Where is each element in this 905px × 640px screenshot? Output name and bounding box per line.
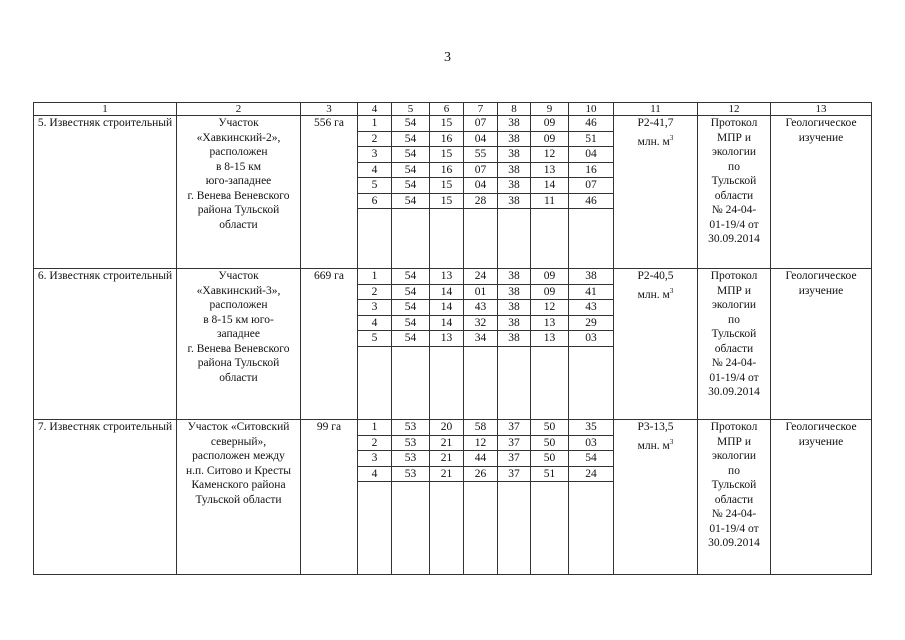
protocol-line: по: [728, 464, 740, 477]
column-header: 9: [531, 103, 569, 116]
coordinate-cell: 38: [498, 116, 531, 132]
coordinate-cell: 54: [392, 147, 430, 163]
coordinate-cell: 16: [430, 162, 464, 178]
coordinate-filler: [569, 209, 614, 269]
coordinate-filler: [464, 346, 498, 420]
deposit-protocol: [698, 269, 771, 420]
coordinate-cell: 4: [358, 315, 392, 331]
column-header: 2: [177, 103, 301, 116]
description-line: области: [219, 371, 258, 384]
deposit-protocol: [698, 420, 771, 575]
coordinate-cell: 1: [358, 116, 392, 132]
coordinate-cell: 50: [531, 435, 569, 451]
protocol-line: экологии: [711, 299, 757, 311]
coordinate-cell: 09: [531, 284, 569, 300]
coordinate-cell: 38: [498, 315, 531, 331]
coordinate-cell: 07: [569, 178, 614, 194]
coordinate-cell: 15: [430, 147, 464, 163]
deposit-description: [177, 420, 301, 575]
coordinate-cell: 32: [464, 315, 498, 331]
coordinate-cell: 12: [464, 435, 498, 451]
column-header: 13: [771, 103, 872, 116]
resources-unit-superscript: 3: [669, 133, 674, 142]
coordinate-cell: 54: [392, 131, 430, 147]
coordinate-cell: 24: [569, 466, 614, 482]
coordinate-cell: 1: [358, 269, 392, 285]
coordinate-cell: 4: [358, 162, 392, 178]
deposit-purpose: Геологическое изучение: [771, 420, 872, 575]
column-header: 10: [569, 103, 614, 116]
coordinate-cell: 13: [430, 269, 464, 285]
coordinate-cell: 03: [569, 435, 614, 451]
deposit-name: 7. Известняк строительный: [34, 420, 177, 575]
protocol-line: 01-19/4 от: [709, 371, 759, 384]
description-line: расположен: [209, 299, 268, 311]
deposit-area: 556 га: [301, 116, 358, 269]
resources-unit-text: млн. м: [637, 288, 670, 301]
coordinate-cell: 46: [569, 116, 614, 132]
coordinate-cell: 38: [498, 269, 531, 285]
coordinate-cell: 26: [464, 466, 498, 482]
protocol-line: Протокол: [710, 421, 758, 433]
coordinate-cell: 38: [498, 331, 531, 347]
protocol-line: области: [714, 493, 754, 506]
coordinate-cell: 34: [464, 331, 498, 347]
protocol-line: Протокол: [710, 117, 758, 129]
protocol-line: области: [714, 342, 754, 355]
deposit-resources: [614, 116, 698, 269]
deposit-name: 6. Известняк строительный: [34, 269, 177, 420]
coordinate-filler: [498, 346, 531, 420]
description-line: Тульской области: [195, 493, 282, 506]
coordinate-cell: 2: [358, 435, 392, 451]
protocol-line: Тульской: [711, 479, 757, 491]
coordinate-cell: 38: [498, 284, 531, 300]
resources-unit-superscript: 3: [669, 286, 674, 295]
coordinate-filler: [464, 209, 498, 269]
coordinate-cell: 15: [430, 116, 464, 132]
coordinate-cell: 54: [392, 269, 430, 285]
description-line: «Хавкинский-3»,: [196, 284, 281, 297]
coordinate-cell: 3: [358, 451, 392, 467]
coordinate-cell: 28: [464, 193, 498, 209]
coordinate-cell: 50: [531, 420, 569, 436]
coordinate-cell: 2: [358, 131, 392, 147]
description-line: западнее: [217, 328, 260, 340]
coordinate-cell: 09: [531, 116, 569, 132]
description-line: г. Венева Веневского: [187, 342, 290, 355]
resources-unit-text: млн. м: [637, 439, 670, 452]
protocol-line: № 24-04-: [711, 204, 757, 216]
coordinate-cell: 6: [358, 193, 392, 209]
coordinate-cell: 11: [531, 193, 569, 209]
column-header: 8: [498, 103, 531, 116]
coordinate-cell: 07: [464, 162, 498, 178]
description-line: Участок: [218, 270, 259, 282]
page-number: 3: [444, 50, 451, 65]
coordinate-cell: 37: [498, 451, 531, 467]
coordinate-cell: 14: [430, 284, 464, 300]
coordinate-filler: [569, 346, 614, 420]
coordinate-cell: 38: [498, 178, 531, 194]
coordinate-filler: [392, 346, 430, 420]
resources-unit: [616, 435, 695, 453]
coordinate-cell: 13: [531, 331, 569, 347]
table-row: [34, 420, 872, 436]
protocol-line: по: [728, 160, 740, 173]
description-line: области: [219, 218, 258, 231]
coordinate-cell: 38: [498, 162, 531, 178]
protocol-line: Тульской: [711, 175, 757, 187]
coordinate-cell: 04: [464, 131, 498, 147]
deposit-purpose: Геологическое изучение: [771, 269, 872, 420]
resources-unit: [616, 284, 695, 302]
coordinate-cell: 54: [392, 315, 430, 331]
coordinate-cell: 3: [358, 147, 392, 163]
header-row: [34, 103, 872, 116]
coordinate-cell: 16: [430, 131, 464, 147]
description-line: Участок: [218, 117, 259, 129]
deposit-protocol: [698, 116, 771, 269]
resources-category: Р3-13,5: [637, 421, 674, 433]
coordinate-filler: [531, 482, 569, 575]
protocol-line: Тульской: [711, 328, 757, 340]
coordinate-cell: 54: [392, 162, 430, 178]
resources-category: Р2-41,7: [637, 117, 674, 129]
coordinate-filler: [498, 209, 531, 269]
coordinate-filler: [531, 209, 569, 269]
coordinate-cell: 2: [358, 284, 392, 300]
description-line: н.п. Ситово и Кресты: [185, 464, 292, 477]
protocol-line: МПР и: [717, 131, 751, 144]
coordinate-cell: 54: [392, 284, 430, 300]
protocol-line: 01-19/4 от: [709, 218, 759, 231]
protocol-line: 30.09.2014: [708, 386, 760, 398]
coordinate-cell: 54: [392, 331, 430, 347]
description-line: г. Венева Веневского: [187, 189, 290, 202]
coordinate-cell: 53: [392, 420, 430, 436]
deposit-area: 99 га: [301, 420, 358, 575]
coordinate-filler: [430, 346, 464, 420]
protocol-line: Протокол: [710, 270, 758, 282]
coordinate-cell: 07: [464, 116, 498, 132]
coordinate-cell: 04: [464, 178, 498, 194]
deposit-name: 5. Известняк строительный: [34, 116, 177, 269]
protocol-line: МПР и: [717, 284, 751, 297]
coordinate-cell: 4: [358, 466, 392, 482]
column-header: 11: [614, 103, 698, 116]
coordinate-cell: 54: [392, 178, 430, 194]
coordinate-filler: [430, 482, 464, 575]
coordinate-cell: 21: [430, 451, 464, 467]
coordinate-cell: 21: [430, 435, 464, 451]
coordinate-cell: 12: [531, 147, 569, 163]
deposit-area: 669 га: [301, 269, 358, 420]
coordinate-filler: [464, 482, 498, 575]
coordinate-cell: 37: [498, 435, 531, 451]
description-line: юго-западнее: [205, 175, 272, 187]
table-row: [34, 269, 872, 285]
coordinate-cell: 50: [531, 451, 569, 467]
protocol-line: экологии: [711, 146, 757, 158]
protocol-line: области: [714, 189, 754, 202]
description-line: Участок «Ситовский: [187, 421, 290, 433]
deposit-description: [177, 269, 301, 420]
coordinate-cell: 51: [569, 131, 614, 147]
coordinate-cell: 53: [392, 451, 430, 467]
coordinate-cell: 54: [392, 116, 430, 132]
description-line: в 8-15 км: [215, 160, 262, 173]
coordinate-cell: 44: [464, 451, 498, 467]
coordinate-filler: [392, 482, 430, 575]
deposit-purpose: Геологическое изучение: [771, 116, 872, 269]
coordinate-cell: 13: [430, 331, 464, 347]
protocol-line: экологии: [711, 450, 757, 462]
coordinate-cell: 09: [531, 269, 569, 285]
resources-unit-text: млн. м: [637, 135, 670, 148]
column-header: 6: [430, 103, 464, 116]
resources-category: Р2-40,5: [637, 270, 674, 282]
coordinate-cell: 38: [498, 147, 531, 163]
coordinate-cell: 20: [430, 420, 464, 436]
protocol-line: 30.09.2014: [708, 233, 760, 245]
coordinate-filler: [358, 209, 392, 269]
description-line: расположен между: [192, 450, 285, 462]
coordinate-cell: 53: [392, 466, 430, 482]
coordinate-cell: 14: [531, 178, 569, 194]
column-header: 5: [392, 103, 430, 116]
coordinate-cell: 13: [531, 162, 569, 178]
description-line: расположен: [209, 146, 268, 158]
coordinate-cell: 01: [464, 284, 498, 300]
table-row: [34, 116, 872, 132]
description-line: района Тульской: [197, 357, 280, 369]
coordinate-filler: [430, 209, 464, 269]
protocol-line: по: [728, 313, 740, 326]
column-header: 4: [358, 103, 392, 116]
coordinate-cell: 46: [569, 193, 614, 209]
deposit-resources: [614, 269, 698, 420]
coordinate-cell: 58: [464, 420, 498, 436]
coordinate-filler: [358, 346, 392, 420]
coordinate-cell: 35: [569, 420, 614, 436]
coordinate-cell: 41: [569, 284, 614, 300]
resources-unit-superscript: 3: [669, 437, 674, 446]
coordinate-filler: [569, 482, 614, 575]
coordinate-cell: 03: [569, 331, 614, 347]
coordinate-cell: 24: [464, 269, 498, 285]
description-line: Каменского района: [191, 479, 286, 491]
coordinate-cell: 37: [498, 420, 531, 436]
coordinate-filler: [531, 346, 569, 420]
coordinate-cell: 3: [358, 300, 392, 316]
coordinate-cell: 16: [569, 162, 614, 178]
resources-unit: [616, 131, 695, 149]
coordinate-cell: 15: [430, 193, 464, 209]
coordinate-cell: 54: [392, 300, 430, 316]
coordinate-filler: [392, 209, 430, 269]
description-line: в 8-15 км юго-: [203, 313, 274, 326]
description-line: «Хавкинский-2»,: [196, 131, 281, 144]
coordinate-cell: 38: [498, 131, 531, 147]
coordinate-cell: 43: [569, 300, 614, 316]
coordinate-cell: 15: [430, 178, 464, 194]
coordinate-cell: 54: [569, 451, 614, 467]
protocol-line: МПР и: [717, 435, 751, 448]
coordinate-cell: 29: [569, 315, 614, 331]
column-header: 12: [698, 103, 771, 116]
coordinate-cell: 1: [358, 420, 392, 436]
deposit-resources: [614, 420, 698, 575]
protocol-line: 01-19/4 от: [709, 522, 759, 535]
coordinate-cell: 21: [430, 466, 464, 482]
column-header: 1: [34, 103, 177, 116]
description-line: района Тульской: [197, 204, 280, 216]
coordinate-cell: 38: [569, 269, 614, 285]
coordinate-cell: 51: [531, 466, 569, 482]
coordinate-filler: [358, 482, 392, 575]
protocol-line: 30.09.2014: [708, 537, 760, 549]
deposit-description: [177, 116, 301, 269]
coordinate-cell: 13: [531, 315, 569, 331]
coordinate-cell: 43: [464, 300, 498, 316]
coordinate-cell: 38: [498, 300, 531, 316]
coordinate-filler: [498, 482, 531, 575]
coordinate-cell: 38: [498, 193, 531, 209]
coordinate-cell: 53: [392, 435, 430, 451]
column-header: 3: [301, 103, 358, 116]
coordinate-cell: 14: [430, 315, 464, 331]
coordinate-cell: 37: [498, 466, 531, 482]
coordinate-cell: 5: [358, 178, 392, 194]
protocol-line: № 24-04-: [711, 508, 757, 520]
protocol-line: № 24-04-: [711, 357, 757, 369]
coordinate-cell: 04: [569, 147, 614, 163]
deposits-table: [33, 102, 872, 575]
coordinate-cell: 55: [464, 147, 498, 163]
coordinate-cell: 14: [430, 300, 464, 316]
coordinate-cell: 12: [531, 300, 569, 316]
coordinate-cell: 09: [531, 131, 569, 147]
column-header: 7: [464, 103, 498, 116]
coordinate-cell: 54: [392, 193, 430, 209]
description-line: северный»,: [210, 435, 267, 448]
coordinate-cell: 5: [358, 331, 392, 347]
